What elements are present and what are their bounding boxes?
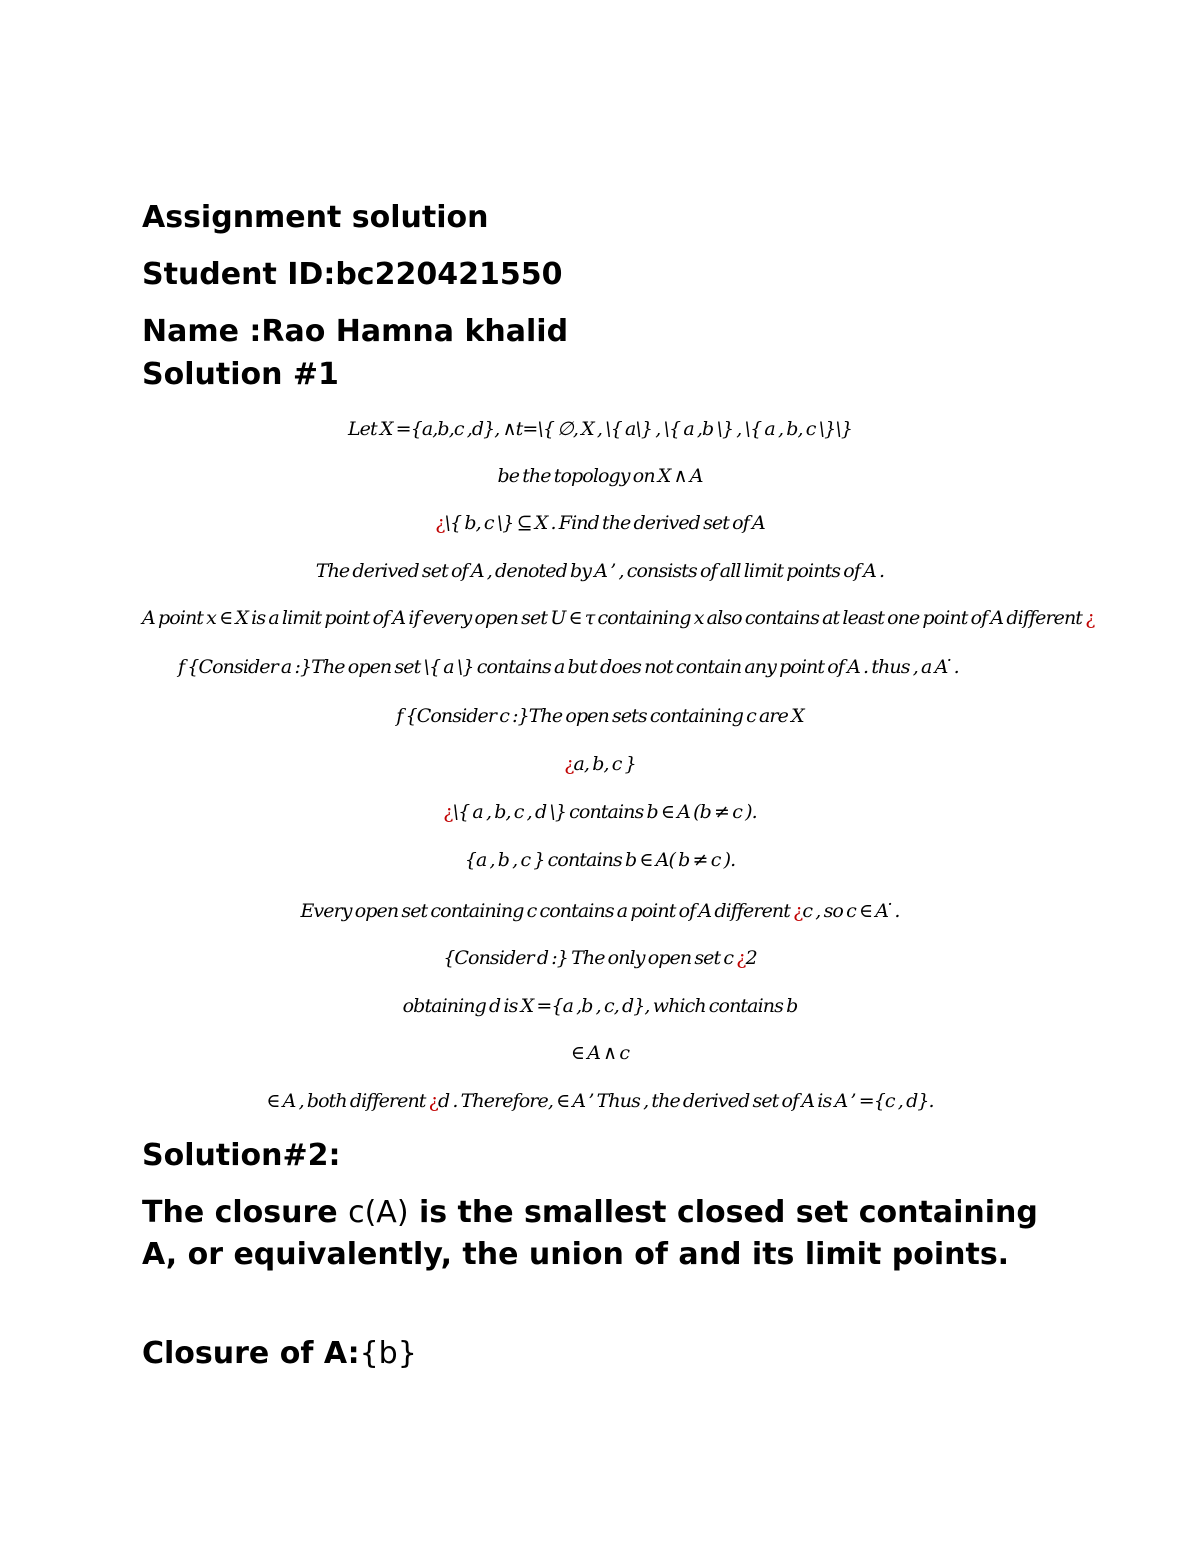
math-line-13: obtaining d is X ={a ,b , c, d}, which contains b — [402, 995, 798, 1017]
math-line-7: f {Consider c :}The open sets containing c are X — [396, 705, 804, 727]
closure-value: {b} — [359, 1336, 417, 1371]
math-line-5-text: A point x ∈ X is a limit point of A if every open set U ∈ τ containing x also contains at least one point of A different — [142, 607, 1083, 629]
math-line-1: Let X ={a,b,c ,d}, ∧t=\{ ∅, X , \{ a\} , \{ a ,b \} , \{ a , b, c \}\} — [347, 418, 853, 440]
closure-label: Closure of A: — [142, 1336, 360, 1371]
solution-2-heading: Solution#2: — [142, 1138, 341, 1173]
closure-definition — [142, 1192, 1062, 1276]
math-line-8 — [0, 755, 1200, 774]
closure-notation: c(A) — [348, 1195, 409, 1230]
math-line-8-text: a, b, c } — [573, 753, 636, 775]
math-line-3-text: \{ b, c \} ⊆ X . Find the derived set of A — [444, 512, 765, 534]
math-line-4: The derived set of A , denoted by A ’ , consists of all limit points of A . — [315, 560, 885, 582]
math-line-12 — [0, 949, 1200, 968]
student-id: Student ID:bc220421550 — [142, 257, 563, 292]
math-line-5 — [142, 609, 1094, 628]
math-line-11-text-a: Every open set containing c contains a point of A different — [300, 900, 790, 922]
math-line-9-text: \{ a , b, c , d \} contains b ∈ A (b ≠ c ). — [452, 801, 757, 823]
math-line-11-text-b: c , so c ∈ A ̇ . — [802, 900, 900, 922]
math-line-14: ∈ A ∧ c — [570, 1042, 630, 1064]
math-line-2: be the topology on X ∧ A — [497, 465, 703, 487]
document-title: Assignment solution — [142, 200, 489, 235]
student-name: Name :Rao Hamna khalid — [142, 314, 569, 349]
inverted-question-glyph: ¿ — [736, 947, 746, 969]
inverted-question-glyph: ¿ — [428, 1090, 438, 1112]
inverted-question-glyph: ¿ — [443, 801, 453, 823]
math-line-15-text-a: ∈ A , both different — [266, 1090, 426, 1112]
math-line-12-text-b: 2 — [745, 947, 757, 969]
math-line-12-text-a: {Consider d :} The only open set c — [443, 947, 734, 969]
math-line-3 — [0, 514, 1200, 533]
math-line-6: f {Consider a :}The open set \{ a \} contains a but does not contain any point of A . thus , a A ̇ . — [178, 656, 959, 678]
inverted-question-glyph: ¿ — [564, 753, 574, 775]
math-line-10: {a , b , c } contains b ∈ A( b ≠ c ). — [464, 849, 736, 871]
math-line-9 — [0, 803, 1200, 822]
inverted-question-glyph: ¿ — [793, 900, 803, 922]
solution-1-heading: Solution #1 — [142, 357, 339, 392]
inverted-question-glyph: ¿ — [1085, 607, 1095, 629]
closure-definition-suffix: is the smallest closed set containing A, or equivalently, the union of and its limit points. — [142, 1195, 1038, 1272]
math-line-15-text-b: d . Therefore, ∈ A ’ Thus , the derived set of A is A ’ ={c , d}. — [437, 1090, 934, 1112]
math-line-15 — [0, 1092, 1200, 1111]
closure-result — [142, 1336, 417, 1371]
inverted-question-glyph: ¿ — [435, 512, 445, 534]
closure-definition-prefix: The closure — [142, 1195, 349, 1230]
math-line-11 — [0, 902, 1200, 921]
